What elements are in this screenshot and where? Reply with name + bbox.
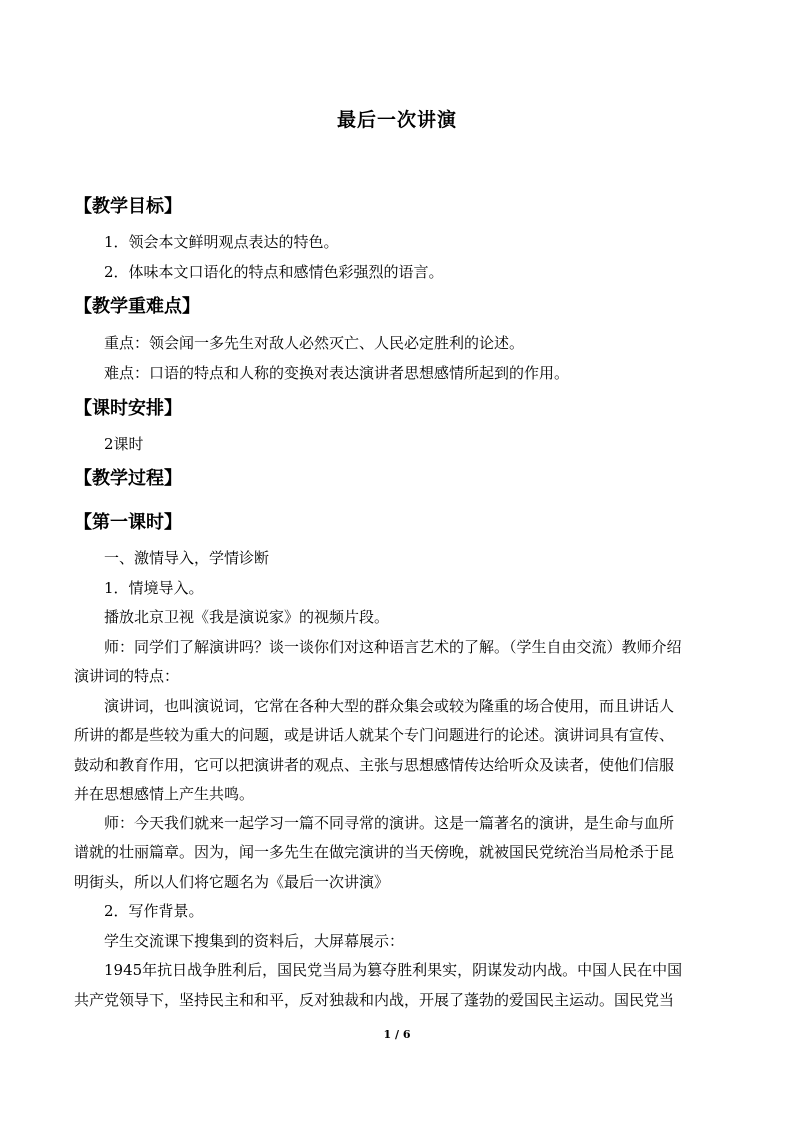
schedule-text: 2课时	[104, 435, 144, 453]
body-line: 演讲词，也叫演说词，它常在各种大型的群众集会或较为隆重的场合使用，而且讲话人	[104, 697, 675, 715]
body-line: 1．情境导入。	[104, 579, 204, 597]
body-line: 演讲词的特点：	[74, 667, 180, 685]
page-number: 1 / 6	[383, 1028, 411, 1041]
heading-schedule: 【课时安排】	[74, 398, 182, 419]
heading-objectives: 【教学目标】	[74, 196, 182, 217]
body-line: 学生交流课下搜集到的资料后，大屏幕展示：	[104, 932, 405, 950]
body-line: 1945年抗日战争胜利后，国民党当局为篡夺胜利果实，阴谋发动内战。中国人民在中国	[104, 961, 683, 979]
keypoint-text: 重点：领会闻一多先生对敌人必然灭亡、人民必定胜利的论述。	[104, 334, 525, 352]
body-line: 鼓动和教育作用，它可以把演讲者的观点、主张与思想感情传达给听众及读者，使他们信服	[74, 756, 675, 774]
body-line: 谱就的壮丽篇章。因为，闻一多先生在做完演讲的当天傍晚，就被国民党统治当局枪杀于昆	[74, 843, 675, 861]
heading-lesson-1: 【第一课时】	[74, 512, 182, 533]
body-line: 一、激情导入，学情诊断	[104, 549, 270, 567]
body-line: 明街头，所以人们将它题名为《最后一次讲演》	[74, 873, 390, 891]
objective-1: 1．领会本文鲜明观点表达的特色。	[104, 233, 339, 251]
body-line: 播放北京卫视《我是演说家》的视频片段。	[104, 608, 390, 626]
body-line: 共产党领导下，坚持民主和和平，反对独裁和内战，开展了蓬勃的爱国民主运动。国民党当	[74, 991, 675, 1009]
body-line: 师：同学们了解演讲吗？谈一谈你们对这种语言艺术的了解。（学生自由交流）教师介绍	[104, 638, 682, 656]
body-line: 师：今天我们就来一起学习一篇不同寻常的演讲。这是一篇著名的演讲，是生命与血所	[104, 814, 675, 832]
heading-process: 【教学过程】	[74, 468, 182, 489]
body-line: 所讲的都是些较为重大的问题，或是讲话人就某个专门问题进行的论述。演讲词具有宣传、	[74, 726, 675, 744]
document-title: 最后一次讲演	[336, 109, 457, 131]
body-line: 并在思想感情上产生共鸣。	[74, 785, 255, 803]
difficulty-text: 难点：口语的特点和人称的变换对表达演讲者思想感情所起到的作用。	[104, 364, 570, 382]
objective-2: 2．体味本文口语化的特点和感情色彩强烈的语言。	[104, 263, 444, 281]
heading-keypoints: 【教学重难点】	[74, 296, 200, 317]
body-line: 2．写作背景。	[104, 902, 204, 920]
